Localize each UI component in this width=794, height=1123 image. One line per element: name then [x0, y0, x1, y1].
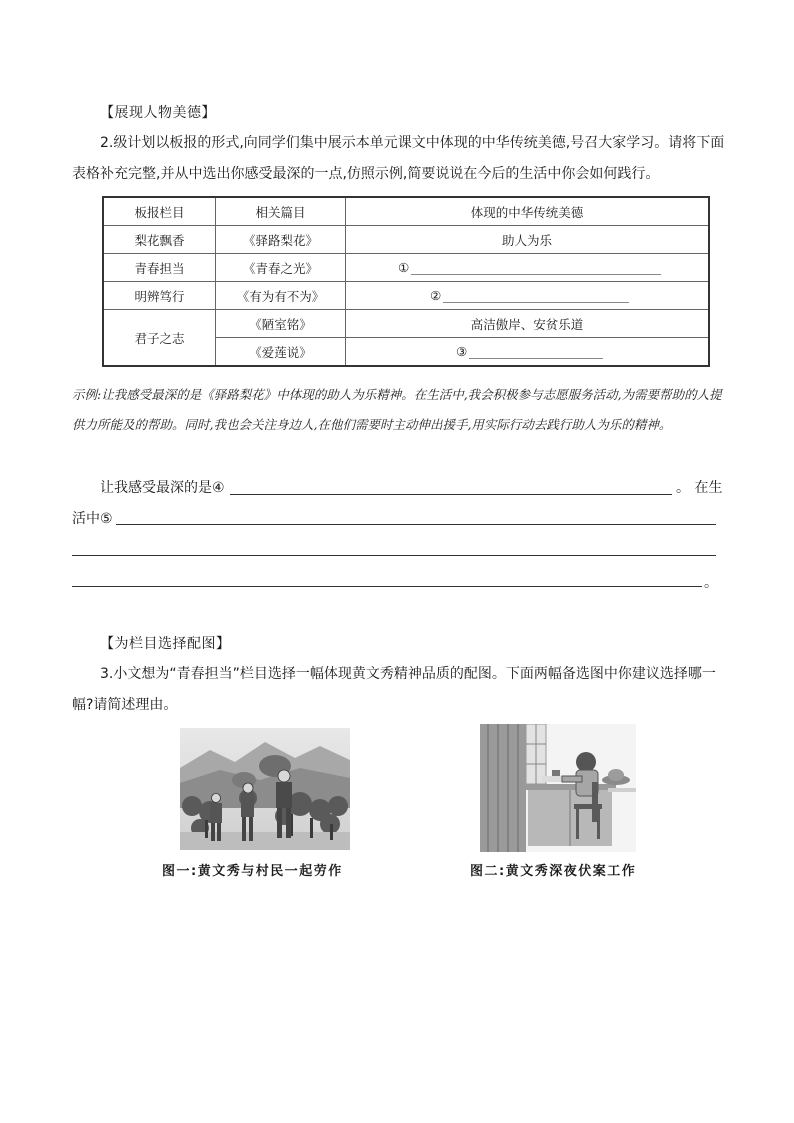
table-row	[103, 282, 709, 310]
cell-column: 君子之志	[103, 310, 216, 367]
cell-article: 《驿路梨花》	[216, 226, 346, 254]
header-column: 板报栏目	[103, 197, 216, 226]
cell-virtue-blank[interactable]	[346, 254, 710, 282]
cell-virtue: 高洁傲岸、安贫乐道	[346, 310, 710, 338]
blank-marker: ①	[398, 260, 410, 275]
answer-prefix: 让我感受最深的是④	[100, 480, 225, 496]
figure-1-caption: 图一:黄文秀与村民一起劳作	[162, 864, 343, 879]
cell-column: 青春担当	[103, 254, 216, 282]
blank-marker: ③	[456, 344, 468, 359]
answer-line-5c[interactable]	[72, 586, 702, 587]
cell-article: 《爱莲说》	[216, 338, 346, 367]
answer-end: 。	[704, 575, 718, 591]
cell-virtue: 助人为乐	[346, 226, 710, 254]
answer-blank-2[interactable]	[443, 288, 629, 303]
answer-blank-1[interactable]	[411, 260, 661, 275]
example-answer: 示例:让我感受最深的是《驿路梨花》中体现的助人为乐精神。在生活中,我会积极参与志愿服务活动,为需要帮助的人提供力所能及的帮助。同时,我也会关注身边人,在他们需要时主动伸出援手,用实际行动去践行助人为乐的精神。	[72, 387, 722, 432]
cell-virtue-blank[interactable]	[346, 338, 710, 367]
figure-1-illustration[interactable]	[180, 728, 350, 850]
cell-article: 《青春之光》	[216, 254, 346, 282]
answer-line2-prefix: 活中⑤	[72, 511, 113, 527]
answer-blank-3[interactable]	[469, 344, 603, 359]
section-title-pictures: 【为栏目选择配图】	[100, 636, 231, 652]
cell-article: 《陋室铭》	[216, 310, 346, 338]
cell-virtue-blank[interactable]	[346, 282, 710, 310]
cell-column: 梨花飘香	[103, 226, 216, 254]
answer-line-5a[interactable]	[116, 524, 716, 525]
figure-2-caption: 图二:黄文秀深夜伏案工作	[470, 864, 637, 879]
answer-mid: 。 在生	[676, 480, 723, 496]
board-table	[102, 196, 710, 367]
table-header-row	[103, 197, 709, 226]
question-3: 3.小文想为“青春担当”栏目选择一幅体现黄文秀精神品质的配图。下面两幅备选图中你建议选择哪一幅?请简述理由。	[72, 666, 716, 713]
header-virtue: 体现的中华传统美德	[346, 197, 710, 226]
question-2: 2.级计划以板报的形式,向同学们集中展示本单元课文中体现的中华传统美德,号召大家学习。请将下面表格补充完整,并从中选出你感受最深的一点,仿照示例,简要说说在今后的生活中你会如何践行。	[72, 135, 725, 182]
section-title-virtues: 【展现人物美德】	[100, 105, 216, 121]
table-row	[103, 226, 709, 254]
answer-line-4[interactable]	[230, 494, 672, 495]
cell-article: 《有为有不为》	[216, 282, 346, 310]
blank-marker: ②	[430, 288, 442, 303]
answer-line-5b[interactable]	[72, 555, 716, 556]
table-row	[103, 310, 709, 338]
header-article: 相关篇目	[216, 197, 346, 226]
figure-2-illustration[interactable]	[480, 724, 636, 852]
table-row	[103, 254, 709, 282]
cell-column: 明辨笃行	[103, 282, 216, 310]
